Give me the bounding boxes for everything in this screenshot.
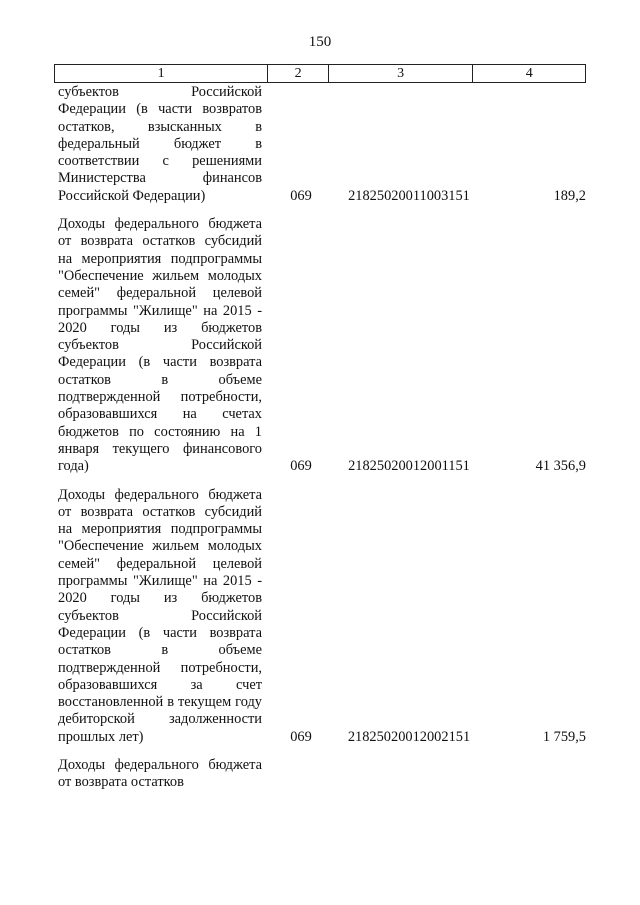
table-body: [58, 84, 586, 792]
row-description: субъектов Российской Федерации (в части возвратов остатков, взысканных в федеральный бюджет в соответствии с решениями Министерства финансов Российской Федерации): [58, 84, 262, 204]
row-amount: 41 356,9: [535, 458, 586, 475]
row-description: Доходы федерального бюджета от возврата остатков субсидий на мероприятия подпрограммы "Обеспечение жильем молодых семей" федеральной целевой программы "Жилище" на 2015 - 2020 годы из бюджетов субъектов Российской Федерации (в части возврата остатков в объеме подтвержденной потребности, образовавшихся за счет восстановленной в текущем году дебиторской задолженности прошлых лет): [58, 486, 262, 745]
row-amount: 189,2: [553, 187, 586, 204]
row-description: Доходы федерального бюджета от возврата остатков: [58, 756, 262, 791]
row-description: Доходы федерального бюджета от возврата остатков субсидий на мероприятия подпрограммы "Обеспечение жильем молодых семей" федеральной целевой программы "Жилище" на 2015 - 2020 годы из бюджетов субъектов Российской Федерации (в части возврата остатков в объеме подтвержденной потребности, образовавшихся на счетах бюджетов по состоянию на 1 января текущего финансового года): [58, 216, 262, 475]
column-header-3: 3: [329, 65, 473, 82]
row-amount: 1 759,5: [542, 728, 586, 745]
column-header-1: 1: [55, 65, 268, 82]
row-kbk-code: 21825020012002151: [347, 728, 471, 745]
table-row: [58, 757, 586, 792]
column-header-4: 4: [525, 66, 533, 81]
row-admin-code: 069: [290, 187, 312, 204]
column-header-2: 2: [268, 65, 329, 82]
row-admin-code: 069: [290, 458, 312, 475]
row-kbk-code: 21825020011003151: [348, 187, 470, 204]
row-kbk-code: 21825020012001151: [348, 458, 470, 475]
table-row: [58, 84, 586, 205]
table-row: [58, 487, 586, 746]
table-header: [54, 64, 586, 83]
page-number: 150: [308, 34, 332, 50]
row-admin-code: 069: [290, 728, 312, 745]
table-row: [58, 216, 586, 475]
